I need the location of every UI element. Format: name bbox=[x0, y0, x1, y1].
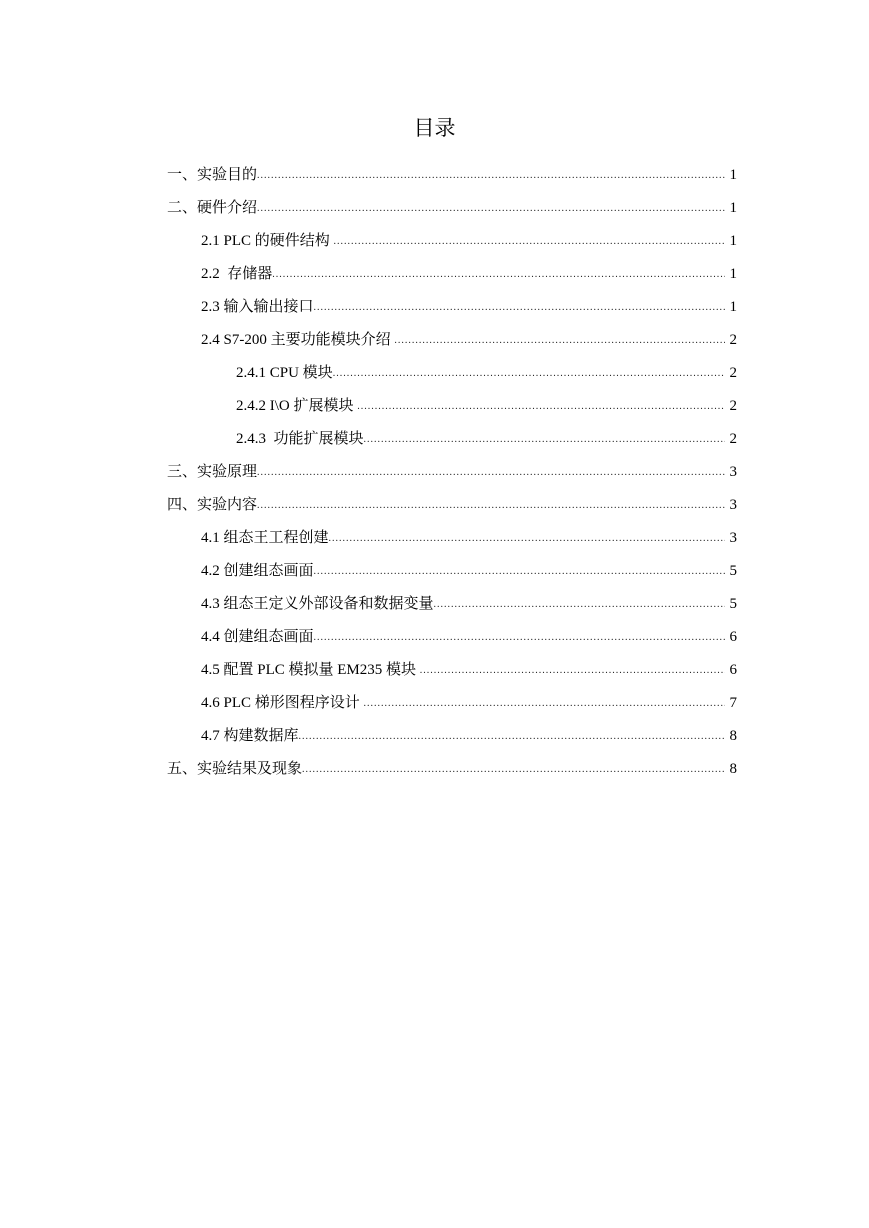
toc-entry-label: 2.4.2 I\O 扩展模块 bbox=[236, 398, 358, 414]
toc-entry-label: 2.4.1 CPU 模块 bbox=[236, 365, 333, 381]
toc-entry-page: 1 bbox=[729, 266, 737, 282]
dot-leader bbox=[257, 495, 725, 515]
toc-entry-2[interactable] bbox=[0, 185, 737, 218]
dot-leader bbox=[257, 198, 725, 218]
toc-entry-label: 4.1 组态王工程创建 bbox=[201, 530, 329, 546]
toc-entry-label: 2.4.3 功能扩展模块 bbox=[236, 431, 364, 447]
toc-entry-label: 五、实验结果及现象 bbox=[167, 761, 303, 777]
dot-leader bbox=[257, 462, 725, 482]
dot-leader bbox=[357, 396, 725, 416]
toc-entry-page: 3 bbox=[729, 497, 737, 513]
toc-entry-page: 1 bbox=[729, 200, 737, 216]
toc-entry-2-4-3[interactable] bbox=[0, 416, 737, 449]
dot-leader bbox=[334, 231, 725, 251]
dot-leader bbox=[272, 264, 725, 284]
toc-entry-2-4-2[interactable] bbox=[0, 383, 737, 416]
toc-entry-label: 4.2 创建组态画面 bbox=[201, 563, 314, 579]
toc-entry-page: 5 bbox=[729, 596, 737, 612]
toc-entry-2-4-1[interactable] bbox=[0, 350, 737, 383]
toc-entry-label: 2.2 存储器 bbox=[201, 266, 273, 282]
dot-leader bbox=[420, 660, 725, 680]
toc-entry-label: 四、实验内容 bbox=[167, 497, 258, 513]
toc-entry-page: 2 bbox=[729, 365, 737, 381]
toc-entry-3[interactable] bbox=[0, 449, 737, 482]
dot-leader bbox=[314, 627, 725, 647]
dot-leader bbox=[364, 429, 725, 449]
dot-leader bbox=[333, 363, 725, 383]
toc-entry-2-4[interactable] bbox=[0, 317, 737, 350]
toc-entry-page: 6 bbox=[729, 662, 737, 678]
toc-entry-2-2[interactable] bbox=[0, 251, 737, 284]
toc-entry-label: 2.4 S7-200 主要功能模块介绍 bbox=[201, 332, 395, 348]
dot-leader bbox=[434, 594, 725, 614]
toc-entry-label: 4.7 构建数据库 bbox=[201, 728, 299, 744]
toc-entry-4-4[interactable] bbox=[0, 614, 737, 647]
toc-entry-page: 3 bbox=[729, 464, 737, 480]
toc-entry-page: 2 bbox=[729, 332, 737, 348]
dot-leader bbox=[329, 528, 725, 548]
toc-entry-page: 1 bbox=[729, 233, 737, 249]
toc-entry-4-2[interactable] bbox=[0, 548, 737, 581]
toc-entry-4-3[interactable] bbox=[0, 581, 737, 614]
toc-entry-label: 4.4 创建组态画面 bbox=[201, 629, 314, 645]
dot-leader bbox=[314, 297, 725, 317]
toc-entry-2-1[interactable] bbox=[0, 218, 737, 251]
toc-entry-label: 2.3 输入输出接口 bbox=[201, 299, 314, 315]
toc-entry-label: 二、硬件介绍 bbox=[167, 200, 258, 216]
table-of-contents bbox=[0, 152, 869, 779]
toc-entry-label: 4.3 组态王定义外部设备和数据变量 bbox=[201, 596, 434, 612]
dot-leader bbox=[364, 693, 725, 713]
toc-entry-page: 1 bbox=[729, 299, 737, 315]
toc-entry-label: 2.1 PLC 的硬件结构 bbox=[201, 233, 334, 249]
toc-entry-page: 2 bbox=[729, 398, 737, 414]
toc-entry-label: 4.6 PLC 梯形图程序设计 bbox=[201, 695, 364, 711]
toc-entry-page: 2 bbox=[729, 431, 737, 447]
toc-entry-page: 3 bbox=[729, 530, 737, 546]
toc-entry-5[interactable] bbox=[0, 746, 737, 779]
dot-leader bbox=[299, 726, 725, 746]
toc-entry-4-5[interactable] bbox=[0, 647, 737, 680]
toc-entry-label: 三、实验原理 bbox=[167, 464, 258, 480]
toc-entry-4-1[interactable] bbox=[0, 515, 737, 548]
toc-entry-page: 1 bbox=[729, 167, 737, 183]
dot-leader bbox=[302, 759, 725, 779]
toc-entry-4[interactable] bbox=[0, 482, 737, 515]
dot-leader bbox=[394, 330, 725, 350]
toc-entry-4-6[interactable] bbox=[0, 680, 737, 713]
toc-entry-4-7[interactable] bbox=[0, 713, 737, 746]
toc-entry-1[interactable] bbox=[0, 152, 737, 185]
dot-leader bbox=[314, 561, 725, 581]
toc-entry-label: 4.5 配置 PLC 模拟量 EM235 模块 bbox=[201, 662, 420, 678]
toc-entry-label: 一、实验目的 bbox=[167, 167, 258, 183]
toc-entry-2-3[interactable] bbox=[0, 284, 737, 317]
toc-title: 目录 bbox=[413, 116, 456, 140]
toc-entry-page: 7 bbox=[729, 695, 737, 711]
dot-leader bbox=[257, 165, 725, 185]
toc-entry-page: 8 bbox=[729, 728, 737, 744]
toc-entry-page: 5 bbox=[729, 563, 737, 579]
toc-entry-page: 6 bbox=[729, 629, 737, 645]
toc-entry-page: 8 bbox=[729, 761, 737, 777]
